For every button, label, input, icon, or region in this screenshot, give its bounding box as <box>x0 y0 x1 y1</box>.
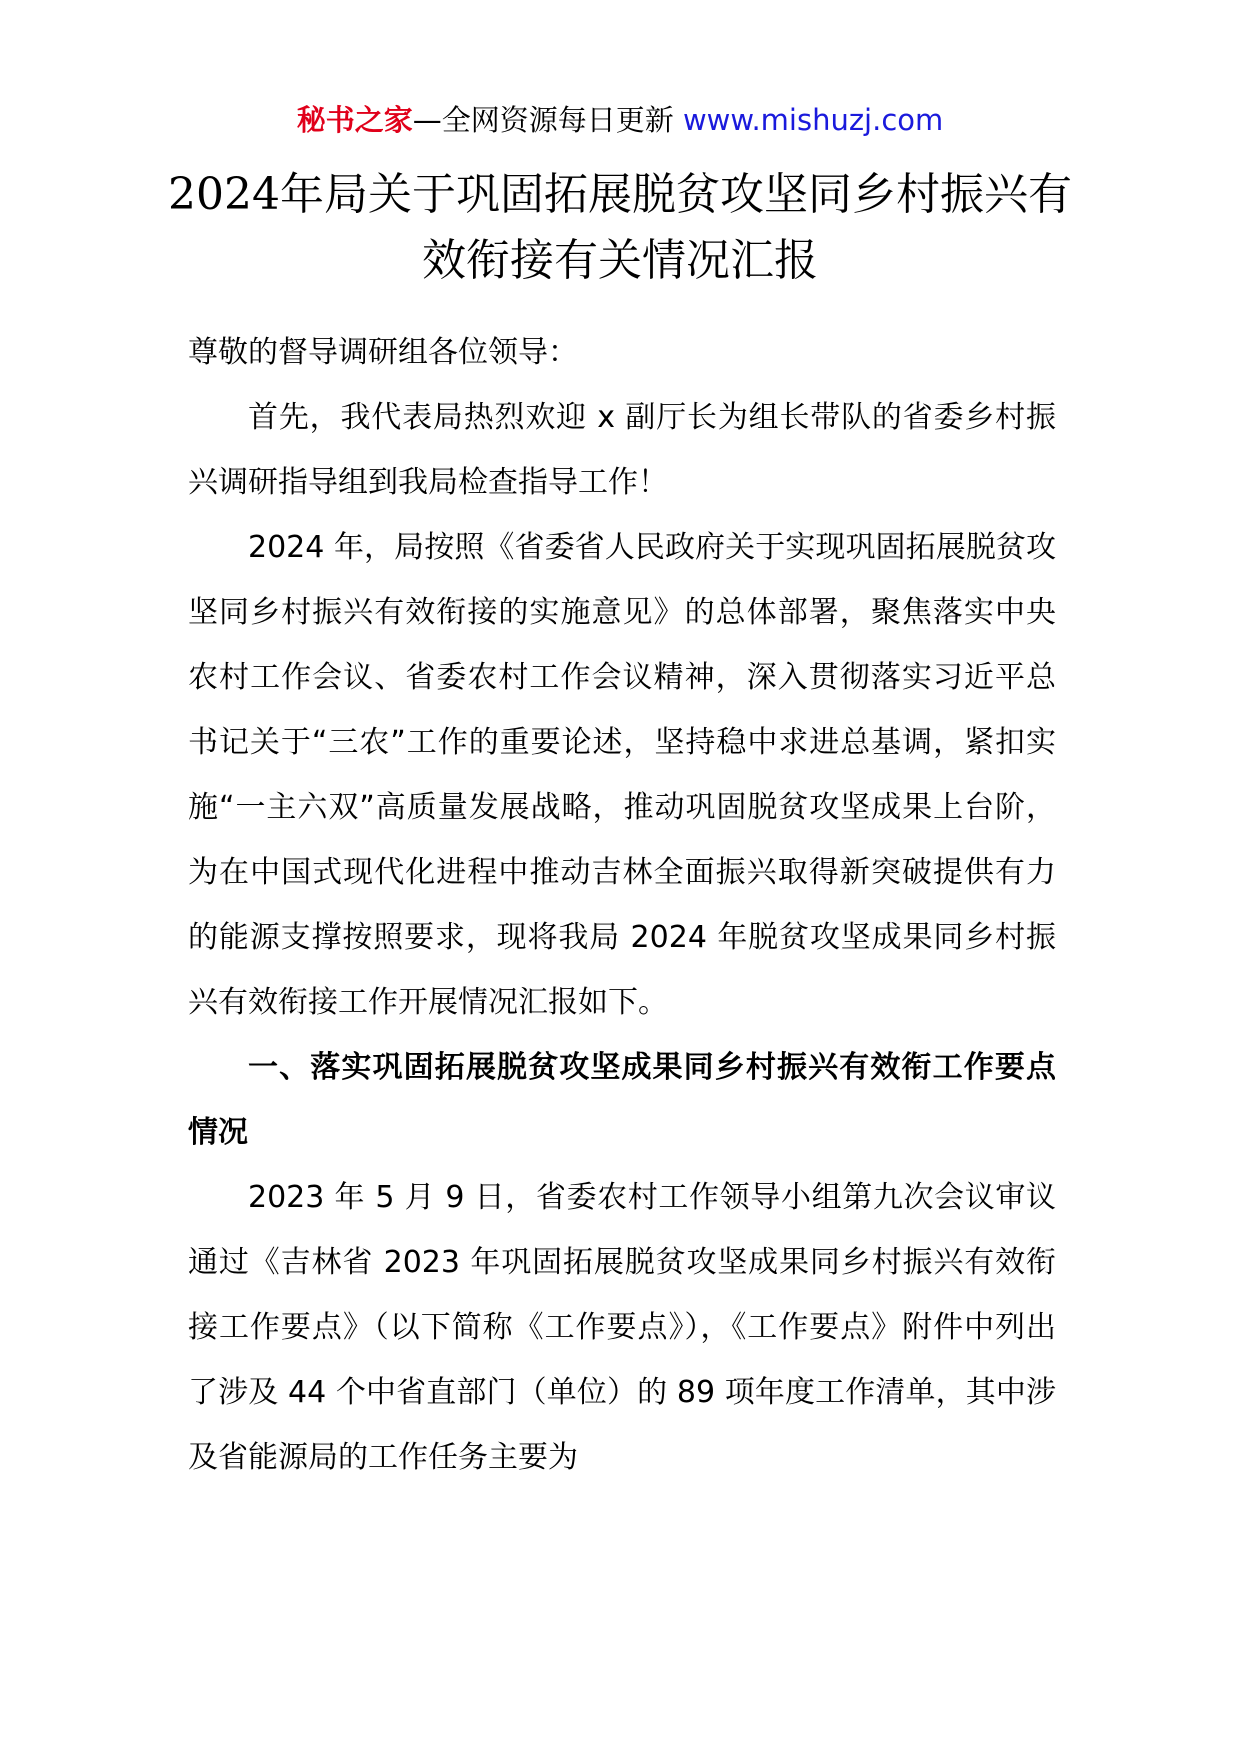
salutation: 尊敬的督导调研组各位领导： <box>188 335 578 370</box>
section-heading: 一、落实巩固拓展脱贫攻坚成果同乡村振兴有效衔工作要点情况 <box>188 1050 1056 1150</box>
paragraph: 2023 年 5 月 9 日，省委农村工作领导小组第九次会议审议通过《吉林省 2023 年巩固拓展脱贫攻坚成果同乡村振兴有效衔接工作要点》（以下简称《工作要点》），《工作要点》附件中列出了涉及 44 个中省直部门（单位）的 89 项年度工作清单，其中涉及省能源局的工作任务主要为 <box>188 1180 1056 1475</box>
site-header <box>0 100 1240 140</box>
site-url: www.mishuzj.com <box>682 103 944 137</box>
site-tagline: —全网资源每日更新 <box>412 103 674 137</box>
paragraph: 2024 年，局按照《省委省人民政府关于实现巩固拓展脱贫攻坚同乡村振兴有效衔接的实施意见》的总体部署，聚焦落实中央农村工作会议、省委农村工作会议精神，深入贯彻落实习近平总书记关于“三农”工作的重要论述，坚持稳中求进总基调，紧扣实施“一主六双”高质量发展战略，推动巩固脱贫攻坚成果上台阶，为在中国式现代化进程中推动吉林全面振兴取得新突破提供有力的能源支撑按照要求，现将我局 2024 年脱贫攻坚成果同乡村振兴有效衔接工作开展情况汇报如下。 <box>188 530 1056 1020</box>
paragraph: 首先，我代表局热烈欢迎 x 副厅长为组长带队的省委乡村振兴调研指导组到我局检查指导工作！ <box>188 400 1056 500</box>
document-title-year: 2024 <box>168 169 280 220</box>
document-body <box>188 320 1056 1490</box>
document-title-text: 年局关于巩固拓展脱贫攻坚同乡村振兴有效衔接有关情况汇报 <box>279 169 1072 286</box>
document-title <box>160 162 1080 294</box>
site-brand: 秘书之家 <box>296 103 413 137</box>
